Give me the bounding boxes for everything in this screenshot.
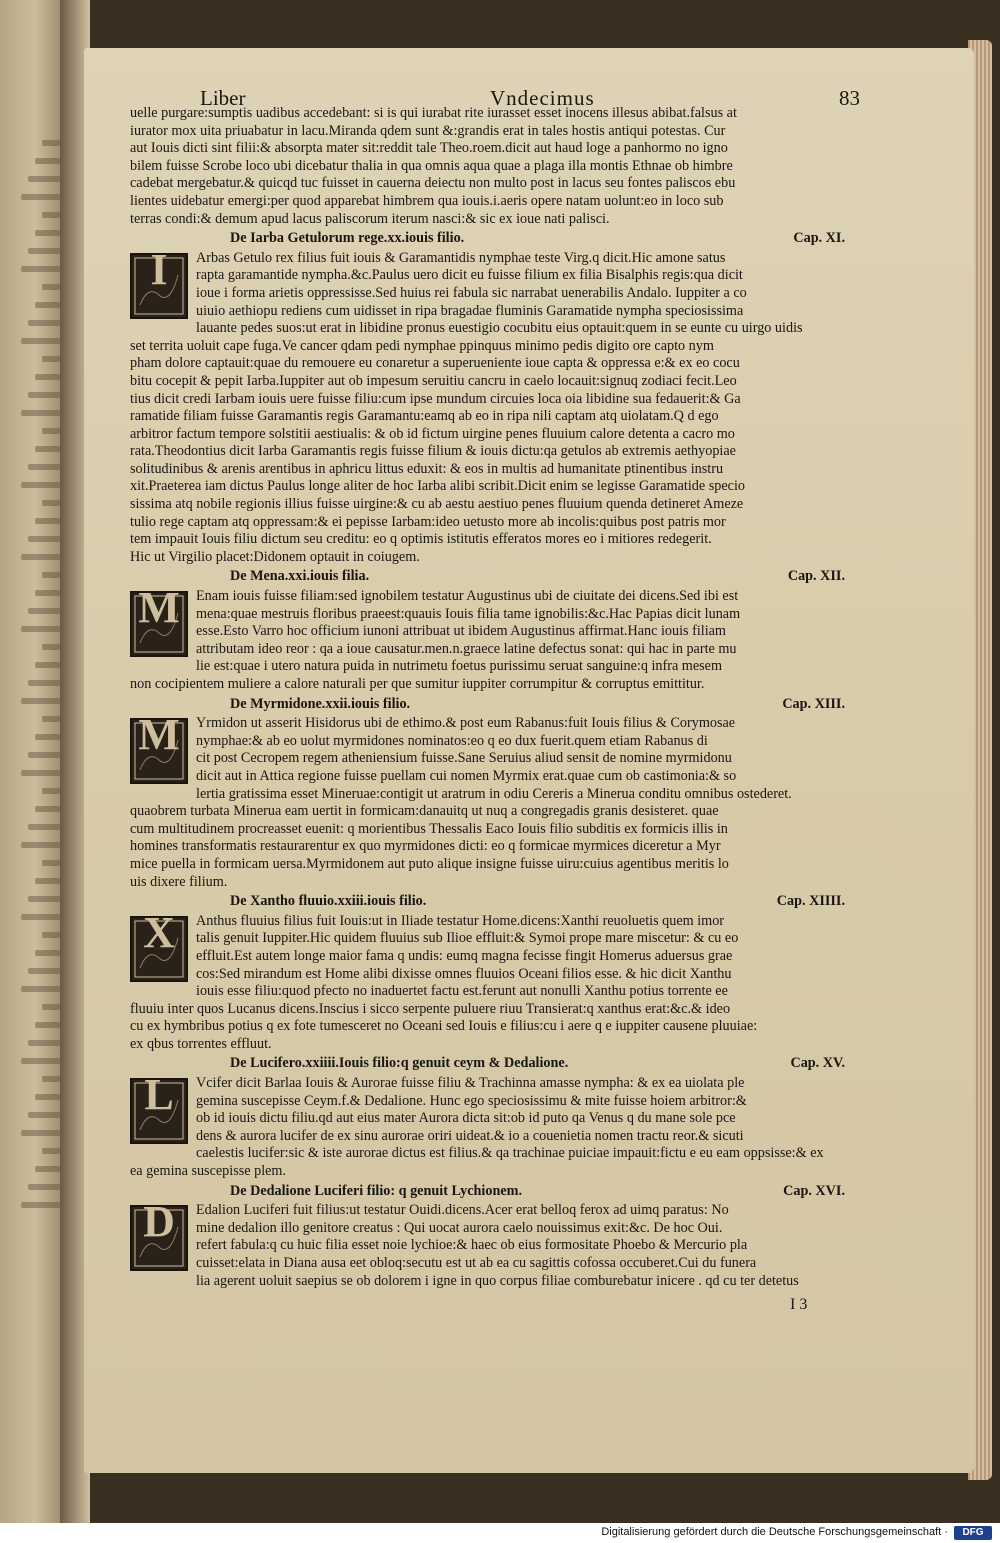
text-line: cu ex hymbribus potius q ex fote tumesceret no Oceani sed Iouis e filius:cu i aere q e iuppiter causene pluuiae: (130, 1018, 758, 1035)
previous-page-text-line (21, 554, 60, 560)
body-text (130, 105, 845, 1290)
text-line: lientes uidebatur emergi:per quod apparebat himbrem qua iouis.i.aeris opere natam uolunt:eo in loco sub (130, 192, 724, 209)
chapter-xi (130, 230, 845, 566)
previous-page-text-line (42, 500, 60, 506)
initial-letter: L (144, 1070, 174, 1120)
text-line: ex qbus torrentes effluut. (130, 1035, 272, 1052)
previous-page-text-line (42, 1076, 60, 1082)
chapter-number: Cap. XI. (793, 230, 845, 247)
previous-page-text-line (21, 266, 60, 272)
text-line: tem impauit Iouis filiu dictum seu creditu: eo q optimis istitutis efferatos mores eo i mitiores redegerit. (130, 531, 712, 548)
text-line: aut Iouis dicti sint filii:& absorpta mater sit:reddit tale Theo.roem.dicit aut haud loge a panhormo no igno (130, 140, 728, 157)
intro-paragraph (130, 105, 845, 228)
previous-page-text-line (28, 536, 60, 542)
text-line: mine dedalion illo genitore creatus : Qui uocat aurora caelo nouissimus exit:&c. De hoc Oui. (196, 1219, 723, 1236)
chapter-title: De Xantho fluuio.xxiii.iouis filio. (230, 893, 427, 910)
text-line: refert fabula:q cu huic filia esset noie lychioe:& haec ob eius formositate Phoebo & Mercurio pla (196, 1237, 748, 1254)
text-line: fluuiu inter quos Lucanus dicens.Inscius i sicco serpente puluere riuu Transierat:q xanthus erat:&c.& ideo (130, 1000, 731, 1017)
dfg-logo: DFG (954, 1526, 992, 1540)
previous-page-text-line (42, 788, 60, 794)
previous-page-text-line (21, 698, 60, 704)
text-line: Hic ut Virgilio placet:Didonem optauit in coiugem. (130, 548, 420, 565)
chapter-xiiii (130, 893, 845, 1053)
text-line: bilem fuisse Scrobe loco ubi dicebatur thalia in qua omnis aqua quae a plaga illa montis Ethnae ob himbre (130, 157, 733, 174)
previous-page-text-line (42, 932, 60, 938)
page-number: 83 (839, 86, 860, 110)
text-line: cos:Sed mirandum est Home alibi dixisse omnes fluuios Oceani filios esse. & hic dicit Xanthu (196, 965, 732, 982)
chapter-number: Cap. XIII. (782, 695, 845, 712)
decorated-initial (130, 244, 188, 319)
previous-page-text-line (35, 878, 60, 884)
previous-page-text-line (35, 734, 60, 740)
previous-page-text-line (28, 1040, 60, 1046)
previous-page-text-line (21, 338, 60, 344)
text-line: effluit.Est autem longe maior fama q undis: eumq magna fecisse fingit Homerus aduersus grae (196, 947, 733, 964)
text-line: nymphae:& ab eo uolut myrmidones nominatos:eo q eo dux fuerit.quem etiam Rabanus di (196, 732, 708, 749)
previous-page-text-line (35, 518, 60, 524)
text-line: rapta garamantide nympha.&c.Paulus uero dicit eu fuisse filium ex filia Bisalphis regis:qua dicit (196, 267, 743, 284)
previous-page-text-line (35, 446, 60, 452)
text-line: Edalion Luciferi fuit filius:ut testatur Ouidi.dicens.Acer erat belloq ferox ad uimq paratus: No (196, 1202, 729, 1219)
previous-page-text-line (21, 410, 60, 416)
text-line: solitudinibus & arenis arentibus in aphricu littus eduxit: & eos in multis ad humanitate ptinentibus instru (130, 460, 724, 477)
text-line: sissima atq nobile regionis illius fuisse uirgine:& cu ab aestu aestiuo penes fluuium quenda detineret Ameze (130, 496, 744, 513)
text-line: ioue i forma arietis oppressisse.Sed huius rei fabula sic narrabat uenerabilis Andalo. Iuppiter a co (196, 284, 747, 301)
text-line: lauante pedes suos:ut erat in libidine pronus euestigio cocubitu eius optauit:quem in se eunte cu uirgo uidis (196, 320, 803, 337)
previous-page-text-line (21, 914, 60, 920)
previous-page-text-line (28, 464, 60, 470)
header-center: Vndecimus (490, 86, 595, 110)
chapter-xv (130, 1055, 845, 1180)
previous-page-text-line (35, 1094, 60, 1100)
chapter-heading (130, 1055, 845, 1073)
previous-page-text-line (21, 482, 60, 488)
previous-page-text-line (28, 392, 60, 398)
previous-page-text-line (28, 824, 60, 830)
chapter-xiii (130, 696, 845, 892)
text-line: tius dicit credi Iarbam iouis uere fuisse filiu:cum ipse mundum circuies loca oia libidine sua fedauerit:& Ga (130, 390, 741, 407)
chapter-heading (130, 1183, 845, 1201)
text-line: ob id iouis dictu filiu.qd aut eius mater Aurora dicta sit:ob id puto qa Venus q du mane sole pce (196, 1110, 736, 1127)
text-line: ramatide filiam fuisse Garamantis regis Garamantu:eamq ab eo in ripa nili captam atq uiolatam.Q d ego (130, 408, 719, 425)
previous-page-text-line (35, 590, 60, 596)
text-line: set territa uoluit cape fuga.Ve cancer qdam pedi nymphae ppinquus minimo pedis digito ore capto nym (130, 337, 714, 354)
chapter-title: De Mena.xxi.iouis filia. (230, 568, 370, 585)
previous-page-text-line (28, 1184, 60, 1190)
text-line: caelestis lucifer:sic & iste aurorae dictus est filius.& qa trachinae puiciae impauit:fictu e eu eam oppsisse:& ex (196, 1145, 824, 1162)
digitization-footer (0, 1523, 1000, 1543)
chapter-heading (130, 893, 845, 911)
text-line: xit.Praeterea iam dictus Paulus longe aliter de hoc Iarba alibi scribit.Dicit enim se legisse Garamatide specio (130, 478, 745, 495)
previous-page-text-line (35, 230, 60, 236)
text-line: arbitror factum tempore solstitii aestiualis: & ob id fictum uirgine penes fluuium calore detenta a cacro mo (130, 425, 735, 442)
text-line: attributam ideo reor : qa a ioue causatur.men.n.graece latine defectus sonat: qui hac in parte mu (196, 640, 737, 657)
chapter-xii (130, 568, 845, 693)
text-line: uis dixere filium. (130, 873, 228, 890)
text-line: tulio rege captam atq oppressam:& ei pepisse Iarbam:ideo uetusto more ab incolis:quibus post patris mor (130, 513, 726, 530)
text-line: ea gemina suscepisse plem. (130, 1163, 287, 1180)
initial-letter: M (138, 710, 180, 760)
previous-page-text-line (35, 1166, 60, 1172)
text-line: uiuio aethiopu rediens cum uidisset in ripa bragadae fluminis Garamatide nympha speciosissima (196, 302, 744, 319)
previous-page-text-line (35, 158, 60, 164)
previous-page-text-line (28, 680, 60, 686)
chapter-title: De Dedalione Luciferi filio: q genuit Lychionem. (230, 1182, 523, 1199)
text-line: Vcifer dicit Barlaa Iouis & Aurorae fuisse filiu & Trachinna amasse nympha: & ex ea uiolata ple (196, 1075, 745, 1092)
text-line: Yrmidon ut asserit Hisidorus ubi de ethimo.& post eum Rabanus:fuit Iouis filius & Corymosae (196, 715, 736, 732)
previous-page-text-line (21, 626, 60, 632)
footer-credit: Digitalisierung gefördert durch die Deutsche Forschungsgemeinschaft · (601, 1526, 948, 1538)
previous-page-text-line (42, 1148, 60, 1154)
previous-page-text-line (42, 860, 60, 866)
text-line: lertia gratissima esset Mineruae:contigit ut aratrum in odiu Cereris a Minerua conditu omnibus ostederet. (196, 785, 792, 802)
previous-page-text-line (42, 1004, 60, 1010)
previous-page-text-line (35, 806, 60, 812)
text-line: dens & aurora lucifer de ex sinu aurorae oriri uideat.& io a couenietia nomen tractu reor.& sicuti (196, 1127, 744, 1144)
chapter-title: De Iarba Getulorum rege.xx.iouis filio. (230, 230, 465, 247)
previous-page-text-line (35, 374, 60, 380)
text-line: mice puella in formicam uersa.Myrmidonem aut puto alique insigne fuisse uiru:cuius agentibus meritis lo (130, 855, 729, 872)
text-line: lie est:quae i utero natura puida in nutrimetu foetus purissimu seruat sanguine:q infra mesem (196, 658, 722, 675)
previous-page-text-line (28, 176, 60, 182)
previous-page-text-line (28, 1112, 60, 1118)
previous-page-text-line (35, 1022, 60, 1028)
text-line: cit post Cecropem regem atheniensium fuisse.Sane Seruius aliud sensit de nomine myrmidonu (196, 750, 732, 767)
previous-page-text-line (28, 248, 60, 254)
previous-page-text-line (42, 140, 60, 146)
text-line: bitu cocepit & pepit Iarba.Iuppiter aut ob impesum seruitiu cancru in caelo locauit:signuq zodiaci fecit.Leo (130, 372, 737, 389)
previous-page-text-line (28, 608, 60, 614)
previous-page-text-line (21, 1130, 60, 1136)
chapter-heading (130, 230, 845, 248)
text-line: iouis esse filiu:quod pfecto no inaduertet factu est.ferunt aut nonulli Xanthu potius torrente ee (196, 983, 728, 1000)
decorated-initial (130, 907, 188, 982)
text-line: Anthus fluuius filius fuit Iouis:ut in Iliade testatur Home.dicens:Xanthi reuoluetis quem imor (196, 912, 725, 929)
text-line: esse.Esto Varro hoc officium iunoni attribuat ut ibidem Augustinus affirmat.Hanc iouis filiam (196, 623, 726, 640)
previous-page-text-line (21, 1058, 60, 1064)
previous-page-text-line (21, 986, 60, 992)
signature-mark: I 3 (790, 1296, 808, 1313)
decorated-initial (130, 710, 188, 784)
chapter-xvi (130, 1183, 845, 1291)
chapter-number: Cap. XII. (787, 568, 845, 585)
previous-page-text-line (28, 320, 60, 326)
decorated-initial (130, 1197, 188, 1271)
decorated-initial (130, 583, 188, 657)
initial-letter: I (150, 244, 168, 294)
previous-page-edge (0, 0, 64, 1523)
text-line: terras condi:& demum apud lacus paliscorum iterum nasci:& sic ex ioue nati palisci. (130, 210, 610, 227)
text-line: uelle purgare:sumptis uadibus accedebant: si is qui iurabat rite iurasset esset inocens illesus abibat.falsus at (130, 105, 737, 121)
header-left: Liber (200, 86, 246, 110)
initial-letter: D (143, 1197, 175, 1247)
text-line: non cocipientem muliere a calore naturali per que sumitur iuppiter corrumpitur & corruptus emittitur. (130, 676, 705, 692)
chapter-heading (130, 696, 845, 714)
previous-page-text-line (42, 716, 60, 722)
text-line: pham dolore captauit:quae du remouere eu conaretur a superueniente ioue capta & oppressa e:& ex eo cocu (130, 355, 740, 372)
text-line: cum multitudinem procreasset euenit: q morientibus Thessalis Eaco Iouis filio subditis ex formicis illis in (130, 820, 728, 837)
previous-page-text-line (28, 968, 60, 974)
decorated-initial (130, 1070, 188, 1144)
previous-page-text-line (21, 1202, 60, 1208)
text-line: iurator mox uita priuabatur in lacu.Miranda qdem sunt &:grandis erat in tales hostis antiqui potestas. Cur (130, 122, 726, 139)
previous-page-text-line (42, 212, 60, 218)
text-line: homines transformatis restaurarentur ex quo myrmidones dicti: eo q formicae myrmices diceretur a Myr (130, 838, 721, 855)
text-line: cuisset:elata in Diana ausa eet obloq:secutu est ut ab ea cu sagittis cofossa occuberet.Cui du funera (196, 1255, 757, 1271)
text-line: Enam iouis fuisse filiam:sed ignobilem testatur Augustinus ubi de ciuitate dei dicens.Sed ibi est (196, 588, 739, 605)
previous-page-text-line (21, 194, 60, 200)
previous-page-text-line (28, 752, 60, 758)
previous-page-text-line (21, 842, 60, 848)
initial-letter: X (143, 907, 175, 957)
text-line: mena:quae mestruis floribus praeest:quauis Iouis filia tame ignobilis:&c.Hac Papias dicit lunam (196, 605, 741, 622)
initial-letter: M (138, 583, 180, 633)
chapter-number: Cap. XIIII. (776, 893, 845, 910)
previous-page-text-line (42, 284, 60, 290)
chapter-title: De Myrmidone.xxii.iouis filio. (230, 695, 411, 712)
chapter-title: De Lucifero.xxiiii.Iouis filio:q genuit ceym & Dedalione. (230, 1055, 569, 1072)
chapter-heading (130, 568, 845, 586)
text-line: rata.Theodontius dicit Iarba Garamantis regis fuisse filium & iouis dictu:qa getulos ab extremis aethyopiae (130, 443, 736, 460)
text-line: quaobrem turbata Minerua eam uertit in formicam:danauitq ut nuq a congregadis granis desisteret. quae (130, 803, 719, 820)
text-line: Arbas Getulo rex filius fuit iouis & Garamantidis nymphae teste Virg.q dicit.Hic amone satus (196, 249, 726, 266)
text-line: gemina suscepisse Ceym.f.& Dedalione. Hunc ego speciosissimu & mite fuisse hoiem arbitror:& (196, 1092, 747, 1109)
text-line: talis genuit Iuppiter.Hic quidem fluuius sub Ilioe effluit:& Symoi prope mare miscetur: & cu eo (196, 930, 739, 947)
chapter-number: Cap. XV. (790, 1055, 845, 1072)
previous-page-text-line (21, 770, 60, 776)
previous-page-text-line (42, 356, 60, 362)
chapter-number: Cap. XVI. (783, 1182, 845, 1199)
previous-page-text-line (28, 896, 60, 902)
previous-page-text-line (35, 662, 60, 668)
previous-page-text-line (35, 950, 60, 956)
text-line: dicit aut in Attica regione fuisse puellam cui nomen Myrmix erat.quae cum ob castimonia:& so (196, 767, 737, 784)
previous-page-text-line (35, 302, 60, 308)
previous-page-text-line (42, 644, 60, 650)
text-line: cadebat mergebatur.& quicqd tuc fuisset in cauerna deiectu non multo post in lacus seu fontes paliscos ebu (130, 175, 736, 192)
previous-page-text-line (42, 572, 60, 578)
text-line: lia agerent uoluit saepius se ob dolorem i igne in quo corpus filiae comburebatur inicere . qd cu ter detetus (196, 1272, 799, 1289)
previous-page-text-line (42, 428, 60, 434)
